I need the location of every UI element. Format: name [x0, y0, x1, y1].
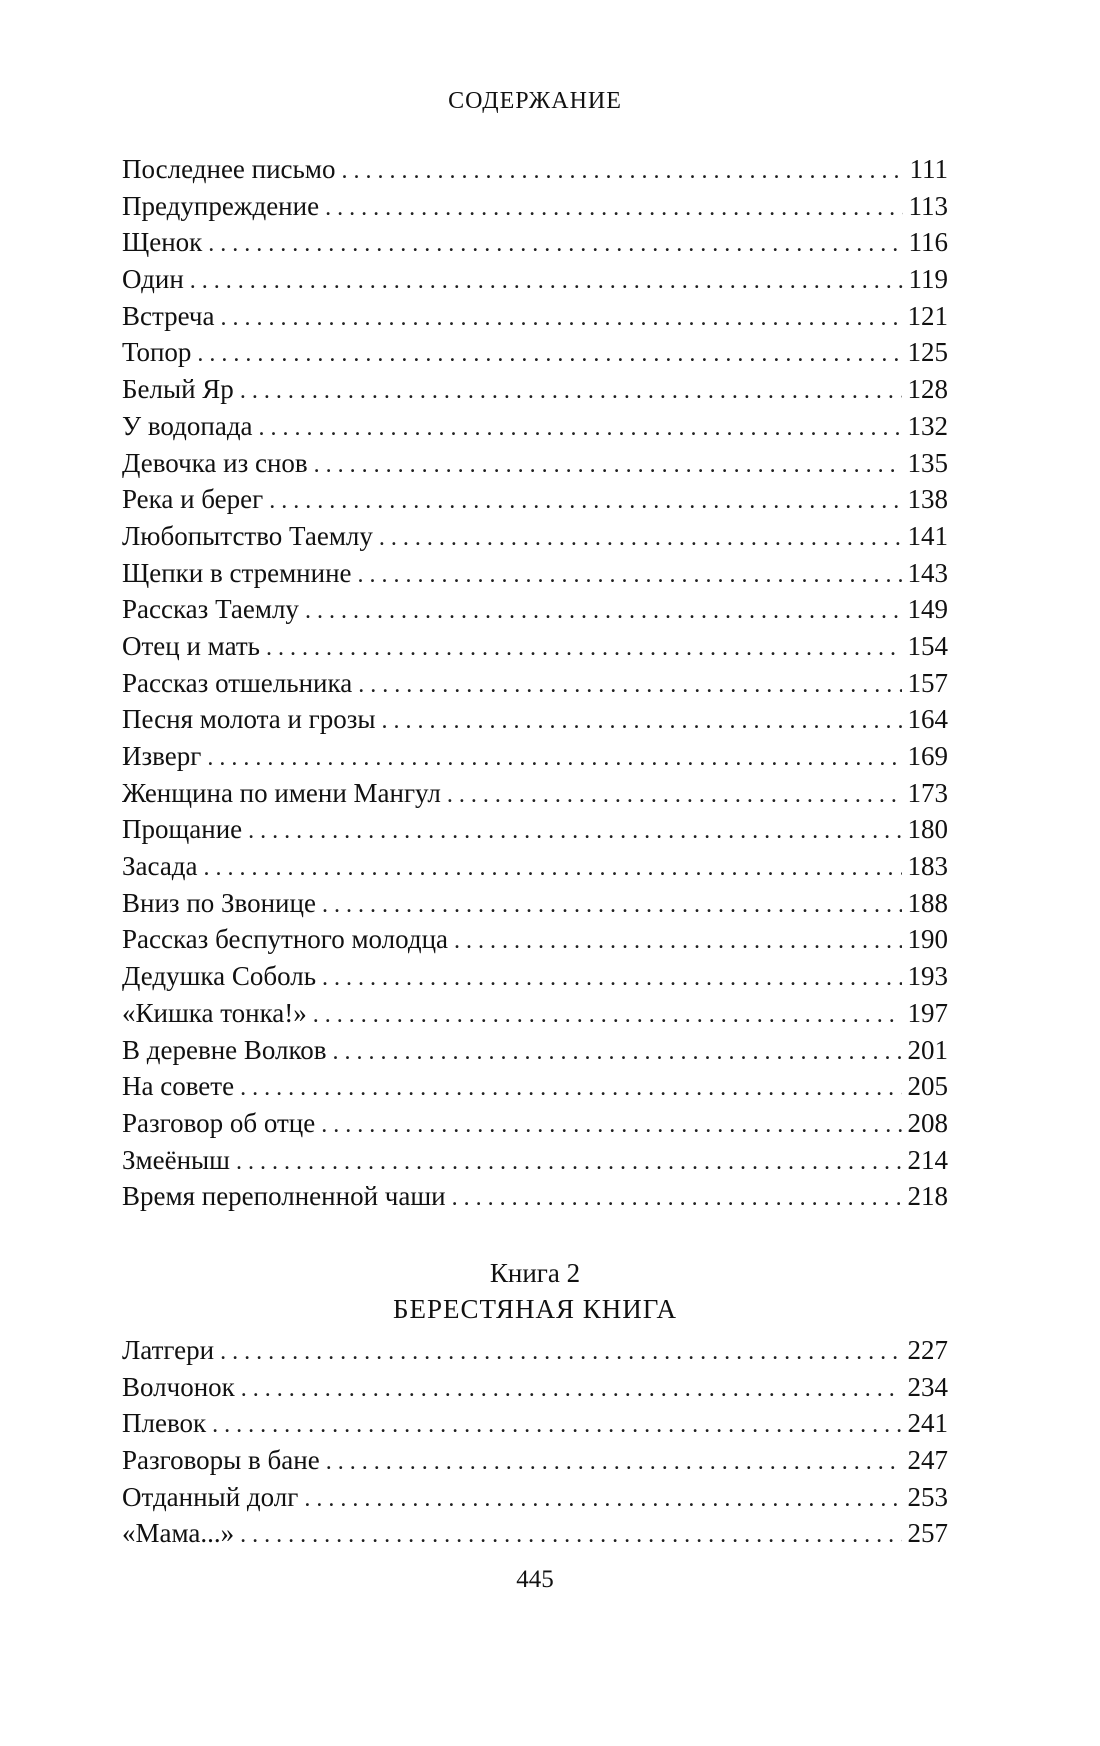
toc-entry-page: 173 — [907, 777, 948, 808]
toc-entry — [122, 1515, 948, 1552]
toc-entry-page: 128 — [907, 374, 948, 405]
toc-entry — [122, 995, 948, 1032]
dot-leader — [240, 1517, 901, 1554]
toc-entry-page: 164 — [907, 704, 948, 735]
dot-leader — [241, 1371, 902, 1408]
toc-entry — [122, 408, 948, 445]
toc-entry — [122, 445, 948, 482]
toc-entry-title: Щенок — [122, 227, 203, 258]
toc-entry-page: 143 — [907, 557, 948, 588]
toc-entry-title: Разговоры в бане — [122, 1445, 320, 1476]
toc-entry — [122, 1442, 948, 1479]
toc-entry-title: Волчонок — [122, 1371, 235, 1402]
toc-entry — [122, 628, 948, 665]
toc-entry-page: 234 — [907, 1371, 948, 1402]
dot-leader — [382, 703, 902, 740]
toc-entry — [122, 775, 948, 812]
toc-entry — [122, 885, 948, 922]
toc-entry-title: Вниз по Звонице — [122, 887, 316, 918]
toc-entry-title: У водопада — [122, 410, 253, 441]
toc-entry-page: 197 — [907, 997, 948, 1028]
toc-entry — [122, 1332, 948, 1369]
dot-leader — [248, 813, 901, 850]
toc-entry-title: «Мама...» — [122, 1518, 235, 1549]
dot-leader — [259, 410, 902, 447]
dot-leader — [322, 887, 902, 924]
page-number: 445 — [516, 1566, 554, 1593]
dot-leader — [358, 667, 901, 704]
toc-entry-title: Дедушка Соболь — [122, 961, 317, 992]
book-title-heading: БЕРЕСТЯНАЯ КНИГА — [393, 1294, 677, 1324]
toc-entry — [122, 921, 948, 958]
toc-entry-title: Рассказ Таемлу — [122, 594, 299, 625]
dot-leader — [208, 226, 902, 263]
toc-entry-title: Плевок — [122, 1408, 207, 1439]
dot-leader — [452, 1180, 902, 1217]
dot-leader — [220, 1334, 901, 1371]
toc-entry — [122, 555, 948, 592]
toc-entry — [122, 811, 948, 848]
dot-leader — [190, 263, 903, 300]
toc-entry-title: Любопытство Таемлу — [122, 520, 373, 551]
toc-entry-page: 214 — [907, 1144, 948, 1175]
toc-entry-page: 111 — [909, 154, 948, 184]
dot-leader — [266, 630, 902, 667]
dot-leader — [326, 1444, 902, 1481]
toc-entry — [122, 701, 948, 738]
toc-entry-page: 247 — [907, 1445, 948, 1476]
toc-entry — [122, 958, 948, 995]
toc-entry-title: «Кишка тонка!» — [122, 997, 307, 1028]
toc-entry-title: На совете — [122, 1071, 235, 1102]
dot-leader — [305, 593, 902, 630]
toc-entry-title: Последнее письмо — [122, 154, 336, 184]
toc-entry-page: 141 — [907, 520, 948, 551]
dot-leader — [212, 1407, 901, 1444]
toc-entry-title: Девочка из снов — [122, 447, 308, 478]
toc-entry-page: 201 — [907, 1034, 948, 1065]
toc-entry — [122, 1178, 948, 1215]
toc-entry — [122, 1405, 948, 1442]
toc-entry-page: 121 — [907, 300, 948, 331]
toc-entry — [122, 481, 948, 518]
toc-entry — [122, 298, 948, 335]
toc-entry — [122, 1479, 948, 1516]
toc-entry-title: Рассказ беспутного молодца — [122, 924, 449, 955]
dot-leader — [204, 850, 902, 887]
toc-entry-page: 149 — [907, 594, 948, 625]
toc-entry — [122, 665, 948, 702]
toc-entry-page: 113 — [908, 190, 948, 221]
toc-entry-page: 119 — [908, 264, 948, 295]
toc-entry — [122, 591, 948, 628]
dot-leader — [197, 336, 901, 373]
dot-leader — [236, 1144, 902, 1181]
dot-leader — [304, 1481, 901, 1518]
toc-entry-page: 257 — [907, 1518, 948, 1549]
toc-entry-title: Изверг — [122, 741, 202, 771]
toc-entry — [122, 224, 948, 261]
toc-entry-page: 138 — [907, 484, 948, 515]
dot-leader — [269, 483, 901, 520]
toc-entry — [122, 738, 948, 775]
dot-leader — [221, 300, 902, 337]
dot-leader — [207, 740, 901, 777]
dot-leader — [379, 520, 902, 557]
toc-entry — [122, 1105, 948, 1142]
toc-entry-title: Один — [122, 264, 184, 295]
toc-entry-title: Рассказ отшельника — [122, 667, 353, 698]
toc-entry — [122, 1142, 948, 1179]
dot-leader — [325, 190, 902, 227]
toc-entry-page: 116 — [908, 227, 948, 258]
toc-entry-title: Топор — [122, 337, 192, 368]
toc-entry — [122, 1032, 948, 1069]
toc-entry-title: Змеёныш — [122, 1144, 230, 1175]
toc-entry — [122, 371, 948, 408]
dot-leader — [321, 1107, 901, 1144]
toc-entry-page: 190 — [907, 924, 948, 955]
toc-entry-title: Прощание — [122, 814, 243, 845]
dot-leader — [314, 447, 902, 484]
toc-entry-title: Встреча — [122, 300, 215, 331]
toc-entry-title: Отданный долг — [122, 1481, 299, 1512]
toc-entry-page: 218 — [907, 1181, 948, 1212]
dot-leader — [447, 777, 902, 814]
toc-entry-title: Песня молота и грозы — [122, 704, 376, 735]
toc-entry — [122, 1369, 948, 1406]
toc-entry-title: Предупреждение — [122, 190, 320, 221]
toc-entry-title: В деревне Волков — [122, 1034, 327, 1065]
toc-entry-page: 188 — [907, 887, 948, 918]
toc-entry — [122, 151, 948, 188]
toc-entry-title: Отец и мать — [122, 630, 260, 661]
toc-entry-page: 208 — [907, 1107, 948, 1138]
toc-entry-page: 135 — [907, 447, 948, 478]
book-number-heading: Книга 2 — [489, 1258, 581, 1288]
toc-entry-page: 205 — [907, 1071, 948, 1102]
toc-entry — [122, 188, 948, 225]
toc-entry — [122, 518, 948, 555]
dot-leader — [333, 1034, 902, 1071]
toc-entry-title: Разговор об отце — [122, 1107, 316, 1138]
toc-entry — [122, 261, 948, 298]
toc-entry — [122, 848, 948, 885]
toc-entry-page: 241 — [907, 1408, 948, 1439]
toc-entry-page: 180 — [907, 814, 948, 845]
toc-list-part2 — [122, 1332, 948, 1552]
toc-entry-page: 253 — [907, 1481, 948, 1512]
toc-entry-title: Река и берег — [122, 484, 264, 515]
toc-entry-title: Время переполненной чаши — [122, 1181, 446, 1212]
toc-entry-page: 154 — [907, 630, 948, 661]
toc-entry-page: 169 — [907, 741, 948, 771]
dot-leader — [454, 923, 901, 960]
toc-entry-title: Женщина по имени Мангул — [122, 777, 441, 808]
toc-entry-page: 157 — [907, 667, 948, 698]
toc-entry-page: 125 — [907, 337, 948, 368]
dot-leader — [341, 153, 903, 190]
toc-entry-title: Белый Яр — [122, 374, 234, 405]
dot-leader — [240, 373, 902, 410]
toc-entry-title: Латгери — [122, 1335, 215, 1365]
toc-entry-page: 193 — [907, 961, 948, 992]
dot-leader — [240, 1070, 901, 1107]
running-head-title: СОДЕРЖАНИЕ — [448, 88, 622, 114]
toc-entry-page: 227 — [907, 1335, 948, 1365]
dot-leader — [322, 960, 901, 997]
dot-leader — [358, 557, 902, 594]
dot-leader — [313, 997, 902, 1034]
toc-entry-title: Засада — [122, 851, 198, 882]
toc-entry — [122, 334, 948, 371]
toc-entry — [122, 1068, 948, 1105]
toc-entry-title: Щепки в стремнине — [122, 557, 352, 588]
toc-list-part1 — [122, 151, 948, 1215]
toc-entry-page: 132 — [907, 410, 948, 441]
toc-entry-page: 183 — [907, 851, 948, 882]
